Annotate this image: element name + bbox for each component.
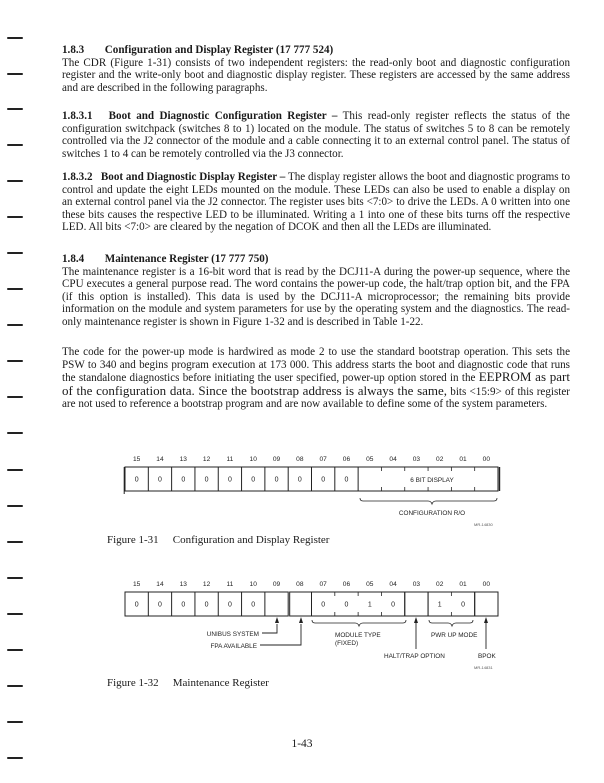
section-title: Boot and Diagnostic Configuration Register – <box>108 110 338 122</box>
label-module-type-fixed: (FIXED) <box>335 640 359 647</box>
arrow-fpa <box>260 624 301 645</box>
bit-number: 09 <box>272 456 281 463</box>
bit-number: 05 <box>366 456 374 463</box>
bit-number: 14 <box>156 456 164 463</box>
bit-number: 14 <box>156 581 164 588</box>
section-number: 1.8.3.2 <box>62 171 93 183</box>
module-type-brace <box>312 620 406 626</box>
bit-number: 00 <box>482 581 491 588</box>
bit-number: 00 <box>482 456 491 463</box>
bit-number: 15 <box>132 456 141 463</box>
arrow-head-icon <box>299 617 303 623</box>
section-number: 1.8.4 <box>62 253 85 265</box>
label-halt-trap-option: HALT/TRAP OPTION <box>384 653 445 660</box>
section-number: 1.8.3.1 <box>62 110 93 122</box>
page-number: 1-43 <box>291 738 313 750</box>
bit-number: 04 <box>389 581 397 588</box>
bit-number: 06 <box>342 456 351 463</box>
bit-number: 11 <box>226 456 234 463</box>
arrow-head-icon <box>275 617 279 623</box>
bit-number: 01 <box>459 456 467 463</box>
bit-value: 0 <box>134 601 139 609</box>
bit-value: 1 <box>367 601 372 609</box>
pwr-up-mode-brace <box>429 620 473 626</box>
bit-number: 09 <box>272 581 281 588</box>
bit-number: 01 <box>459 581 467 588</box>
caption-title: Maintenance Register <box>172 677 269 689</box>
section-title: Maintenance Register (17 777 750) <box>104 253 269 265</box>
arrow-unibus <box>262 624 277 633</box>
bit-number: 10 <box>249 581 257 588</box>
caption-number: Figure 1-31 <box>107 534 159 546</box>
bit-value: 0 <box>461 601 465 609</box>
bit-value: 0 <box>274 476 279 484</box>
bit-number: 07 <box>319 456 327 463</box>
bit-number: 08 <box>296 581 304 588</box>
figure-ref-code: MR-14831 <box>474 665 493 670</box>
bit-number: 12 <box>202 581 211 588</box>
bit-number: 12 <box>202 456 211 463</box>
section-body: The maintenance register is a 16-bit word that is read by the DCJ11-A during the power-up sequence, where the CPU executes a general purpose read. The word contains the power-up code, the halt/trap option bit, and the FPA (if this option is installed). This data is used by the DCJ11-A microprocessor; the remaining bits provide information on the module and system parameters for use by the operating system and the diagnostics. The read-only maintenance register is shown in Figure 1-32 and is described in Table 1-22. <box>62 265 570 328</box>
bit-number: 06 <box>342 581 351 588</box>
register-field <box>405 592 428 616</box>
bit-value: 0 <box>297 476 302 484</box>
bit-number: 11 <box>226 581 234 588</box>
bit-value: 0 <box>321 601 326 609</box>
bit-value: 0 <box>181 601 186 609</box>
caption-title: Configuration and Display Register <box>172 534 330 546</box>
section-title: Configuration and Display Register (17 777 524) <box>104 44 334 56</box>
bit-value: 0 <box>204 601 209 609</box>
bit-value: 0 <box>134 476 139 484</box>
brace-label-configuration: CONFIGURATION R/O <box>398 510 466 517</box>
label-fpa-available: FPA AVAILABLE <box>210 643 257 650</box>
bit-value: 1 <box>437 601 442 609</box>
paragraph-text-eeprom: EEPROM as part of the configuration data. Since the bootstrap address is always the same, <box>62 369 570 398</box>
arrow-head-icon <box>484 617 488 623</box>
bit-value: 0 <box>158 601 162 609</box>
paragraph-text: bits <15:9> of this register are not used to reference a bootstrap program and are now available to define some of the system parameters. <box>62 385 570 411</box>
section-title: Boot and Diagnostic Display Register – <box>100 171 286 183</box>
section-body: The display register allows the boot and diagnostic programs to control and update the eight LEDs mounted on the module. These LEDs can also be used to enable a display on an external control panel via the J2 connector. The register uses bits <7:0> to drive the LEDs. A 0 written into one these bits causes the respective LED to be illuminated. Writing a 1 into one of these bits turns off the respective LED. All bits <7:0> are cleared by the negation of DCOK and then all the LEDs are illuminated. <box>62 171 570 234</box>
bit-number: 13 <box>179 456 187 463</box>
register-field <box>475 592 498 616</box>
bit-number: 03 <box>412 456 421 463</box>
label-module-type: MODULE TYPE <box>335 632 381 639</box>
bit-value: 0 <box>158 476 162 484</box>
figure-1-32-caption <box>107 677 269 689</box>
bit-value: 0 <box>227 601 232 609</box>
bit-number: 13 <box>179 581 187 588</box>
bit-number: 05 <box>366 581 374 588</box>
bit-value: 0 <box>344 601 349 609</box>
bit-value: 0 <box>251 476 256 484</box>
bit-value: 0 <box>391 601 396 609</box>
label-unibus-system: UNIBUS SYSTEM <box>206 631 259 638</box>
section-body: The CDR (Figure 1-31) consists of two independent registers: the read-only boot and diagnostic configuration register and the write-only boot and diagnostic display register. These registers are accessed by the same address and are described in the following paragraphs. <box>62 56 570 94</box>
label-pwr-up-mode: PWR UP MODE <box>431 632 478 639</box>
bit-value: 0 <box>181 476 186 484</box>
bit-value: 0 <box>251 601 256 609</box>
arrow-head-icon <box>414 617 418 623</box>
bit-number: 04 <box>389 456 397 463</box>
bit-value: 0 <box>321 476 326 484</box>
bit-number: 15 <box>132 581 141 588</box>
bit-number: 10 <box>249 456 257 463</box>
bit-value: 0 <box>344 476 349 484</box>
paragraph-text: The code for the power-up mode is hardwired as mode 2 to use the standard bootstrap operation. This sets the PSW to 340 and begins program execution at 173 000. This address starts the boot and diagnostic code that runs the standalone diagnostics before initiating the user specified, power-up option stored in the <box>62 346 570 385</box>
caption-number: Figure 1-32 <box>107 677 159 689</box>
register-field <box>290 592 312 616</box>
bit-number: 07 <box>319 581 327 588</box>
bit-value: 0 <box>204 476 209 484</box>
label-bpok: BPOK <box>478 653 496 660</box>
section-number: 1.8.3 <box>62 44 85 56</box>
bit-number: 02 <box>436 581 444 588</box>
field-label-6-bit-display: 6 BIT DISPLAY <box>410 477 454 484</box>
bit-number: 02 <box>436 456 444 463</box>
section-body: This read-only register reflects the status of the configuration switchpack (switches 8 to 1) located on the module. The status of switches 5 to 8 can be remotely controlled via the J2 connector of the module and a cable connecting it to an external control panel. The status of switches 1 to 4 can be remotely controlled via the J3 connector. <box>62 110 570 160</box>
bit-value: 0 <box>227 476 232 484</box>
bit-number: 03 <box>412 581 421 588</box>
figure-ref-code: MR-14830 <box>474 522 493 527</box>
bit-number: 08 <box>296 456 304 463</box>
